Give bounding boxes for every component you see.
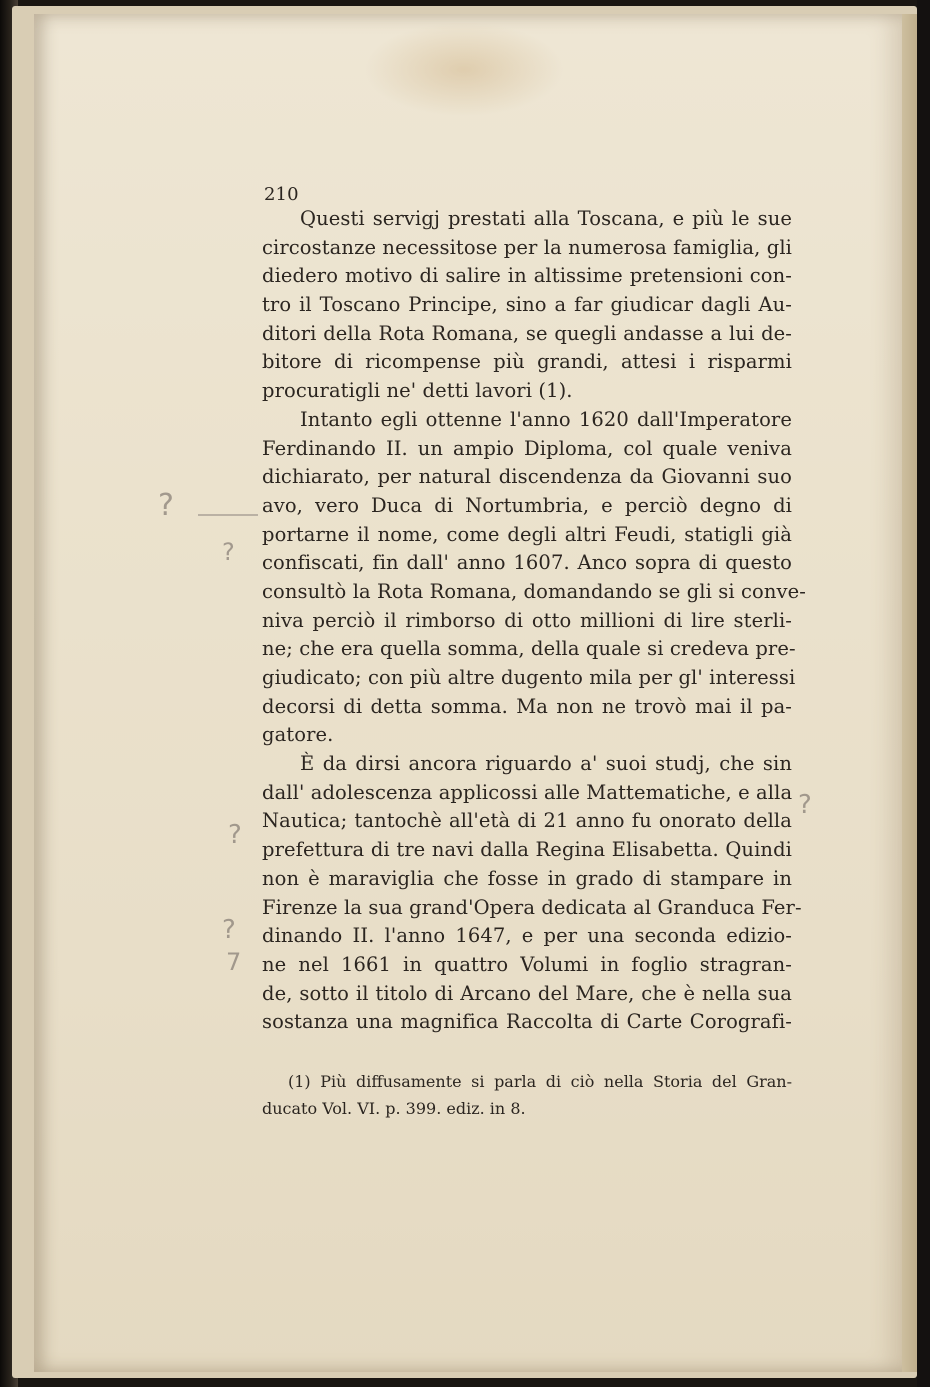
pencil-mark-icon: ? — [228, 820, 242, 850]
text-line: dinando II. l'anno 1647, e per una seconda edizio- — [262, 924, 792, 948]
text-line: giudicato; con più altre dugento mila per gl' interessi — [262, 666, 796, 689]
paragraph-3 — [262, 750, 802, 1037]
text-line: non è maraviglia che fosse in grado di stampare in — [262, 866, 792, 890]
text-line: È da dirsi ancora riguardo a' suoi studj, che sin — [300, 752, 792, 776]
paragraph-1 — [262, 205, 792, 406]
pencil-mark-icon: ? — [222, 538, 235, 566]
text-line: dichiarato, per natural discendenza da Giovanni suo — [262, 465, 792, 489]
text-line: de, sotto il titolo di Arcano del Mare, che è nella sua — [262, 981, 792, 1005]
text-line: dall' adolescenza applicossi alle Mattematiche, e alla — [262, 780, 793, 804]
pencil-mark-icon: ? — [222, 915, 236, 945]
text-line: circostanze necessitose per la numerosa famiglia, gli — [262, 235, 792, 259]
text-line: decorsi di detta somma. Ma non ne trovò mai il pa- — [262, 694, 792, 718]
text-line: avo, vero Duca di Nortumbria, e perciò degno di — [262, 493, 792, 517]
text-line: Questi servigj prestati alla Toscana, e più le sue — [300, 207, 792, 230]
paragraph-2 — [262, 406, 806, 750]
text-line: gatore. — [262, 723, 334, 747]
pencil-mark-icon: ? — [158, 488, 174, 523]
text-line: Intanto egli ottenne l'anno 1620 dall'Imperatore — [300, 407, 792, 431]
text-line: niva perciò il rimborso di otto millioni di lire sterli- — [262, 608, 792, 632]
pencil-mark-icon: ? — [798, 790, 812, 820]
pencil-mark-icon: 7 — [226, 948, 242, 976]
text-line: Firenze la sua grand'Opera dedicata al Granduca Fer- — [262, 895, 802, 919]
right-background-edge — [917, 0, 930, 1387]
footnote — [262, 1068, 792, 1122]
text-line: tro il Toscano Principe, sino a far giudicar dagli Au- — [262, 293, 792, 317]
right-page-edge — [902, 14, 917, 1372]
text-line: ne nel 1661 in quattro Volumi in foglio stragran- — [262, 952, 792, 976]
text-line: Ferdinando II. un ampio Diploma, col quale veniva — [262, 436, 792, 460]
text-line: Nautica; tantochè all'età di 21 anno fu onorato della — [262, 809, 792, 833]
water-stain — [364, 22, 564, 117]
text-line: prefettura di tre navi dalla Regina Elisabetta. Quindi — [262, 838, 792, 862]
text-line: bitore di ricompense più grandi, attesi i risparmi — [262, 350, 792, 374]
text-line: diedero motivo di salire in altissime pretensioni con- — [262, 264, 792, 288]
pencil-dash-icon — [198, 514, 258, 516]
text-line: consultò la Rota Romana, domandando se gli si conve- — [262, 579, 806, 603]
text-line: portarne il nome, come degli altri Feudi, statigli già — [262, 522, 792, 546]
page-body — [262, 183, 806, 1037]
footnote-line: ducato Vol. VI. p. 399. ediz. in 8. — [262, 1099, 526, 1118]
text-line: procuratigli ne' detti lavori (1). — [262, 379, 573, 403]
text-line: sostanza una magnifica Raccolta di Carte Corografi- — [262, 1010, 792, 1034]
page-number: 210 — [264, 184, 299, 205]
text-line: ne; che era quella somma, della quale si credeva pre- — [262, 637, 796, 661]
text-line: ditori della Rota Romana, se quegli andasse a lui de- — [262, 321, 792, 345]
text-line: confiscati, fin dall' anno 1607. Anco sopra di questo — [262, 551, 792, 575]
footnote-line: (1) Più diffusamente si parla di ciò nella Storia del Gran- — [288, 1072, 792, 1091]
